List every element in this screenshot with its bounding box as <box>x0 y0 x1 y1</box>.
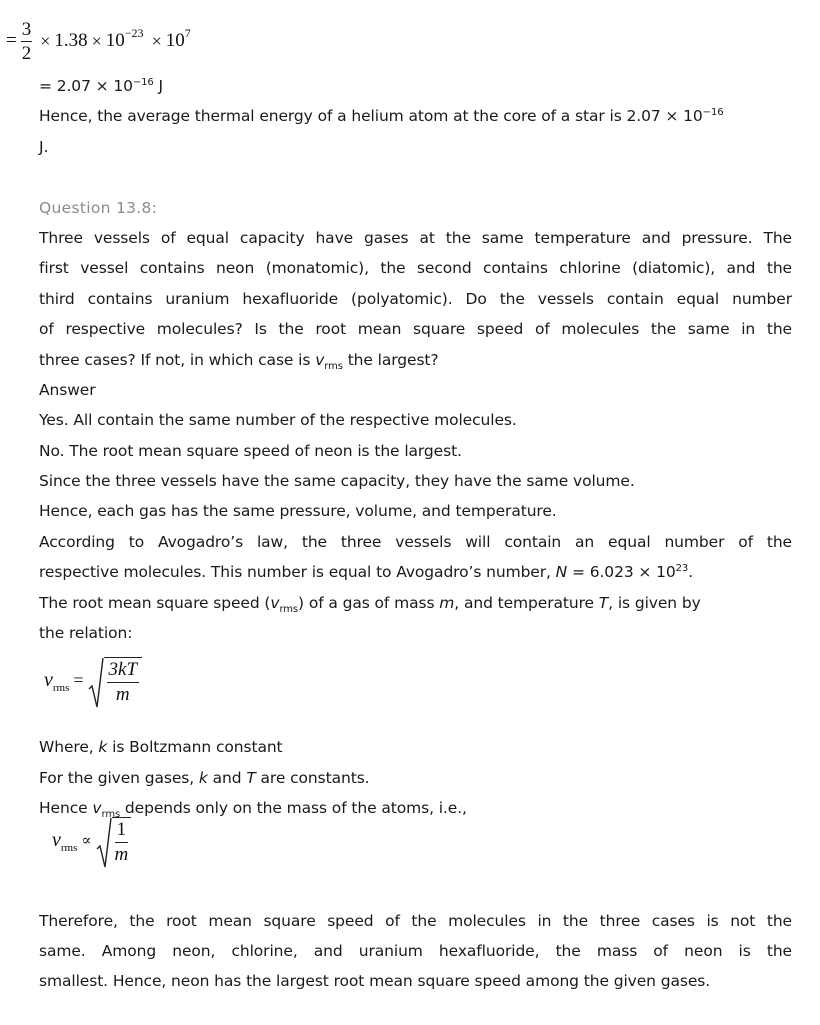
v-rms-symbol <box>52 829 78 855</box>
conclusion-exponent: −16 <box>702 107 724 119</box>
proportional-sign: ∝ <box>81 833 92 850</box>
times-sign: × <box>151 30 162 51</box>
numerator: 1 <box>115 820 129 843</box>
question-line: Three vessels of equal capacity have gases at the same temperature and pressure. The <box>39 228 792 247</box>
numerator: 3kT <box>107 660 140 683</box>
radicand <box>104 657 143 705</box>
var-k: k <box>98 738 108 757</box>
boltzmann-value: 1.38 <box>54 30 88 51</box>
rms-speed-equation <box>44 657 142 705</box>
var-T: T <box>246 768 256 787</box>
radical-sign-icon <box>88 657 104 705</box>
denominator: m <box>115 683 130 705</box>
times-sign: × <box>40 30 51 51</box>
exponent: 7 <box>184 26 191 40</box>
answer-line: Hence, each gas has the same pressure, volume, and temperature. <box>39 502 557 521</box>
fraction-three-halves <box>21 20 33 63</box>
rms-proportionality-equation <box>52 817 131 865</box>
equals-sign: = <box>6 30 17 51</box>
final-line: same. Among neon, chlorine, and uranium hexafluoride, the mass of neon is the <box>39 941 792 960</box>
text: The root mean square speed ( <box>39 593 271 612</box>
question-line: of respective molecules? Is the root mean square speed of molecules the same in the <box>39 320 792 339</box>
eq-rms-space <box>39 648 792 732</box>
text: . <box>688 563 694 582</box>
equals-sign: = <box>73 670 84 691</box>
var-v: v <box>92 799 102 818</box>
text: respective molecules. This number is equal to Avogadro’s number, <box>39 563 556 582</box>
v-rms-symbol <box>44 669 70 695</box>
text: , is given by <box>608 593 701 612</box>
final-line-last: smallest. Hence, neon has the largest root mean square speed among the given gases. <box>39 972 711 991</box>
text: is Boltzmann constant <box>107 738 283 757</box>
var-k: k <box>198 768 208 787</box>
var-v: v <box>52 829 61 852</box>
text: ) of a gas of mass <box>298 593 440 612</box>
text: Hence <box>39 799 93 818</box>
document-body <box>39 71 792 997</box>
spacer <box>39 162 792 192</box>
result-unit: J <box>153 77 164 95</box>
question-last-line <box>39 345 792 375</box>
text: , and temperature <box>454 593 599 612</box>
avogadro-line-1: According to Avogadro’s law, the three vessels will contain an equal number of the <box>39 532 792 551</box>
var-T: T <box>598 593 609 612</box>
fraction-numerator: 3 <box>21 18 32 40</box>
question-line: third contains uranium hexafluoride (polyatomic). Do the vessels contain equal number <box>39 289 792 308</box>
power-term <box>105 26 144 52</box>
subscript: rms <box>60 842 78 855</box>
text: the largest? <box>342 350 439 369</box>
var-N: N <box>555 563 568 582</box>
result-line <box>39 71 792 101</box>
exponent: −23 <box>124 26 144 40</box>
exponent: 23 <box>675 563 689 575</box>
depends-line <box>39 793 792 823</box>
subscript: rms <box>279 603 299 615</box>
rms-intro-line <box>39 588 792 618</box>
subscript: rms <box>324 360 343 372</box>
thermal-energy-equation <box>6 16 191 66</box>
answer-line: No. The root mean square speed of neon is the largest. <box>39 441 462 460</box>
question-line: first vessel contains neon (monatomic), the second contains chlorine (diatomic), and the <box>39 259 792 278</box>
fraction-denominator: 2 <box>21 42 32 64</box>
conclusion-line-1 <box>39 101 792 131</box>
times-sign: × <box>91 30 102 51</box>
var-v: v <box>44 669 53 692</box>
conclusion-line-2: J. <box>39 137 49 156</box>
text: Where, <box>39 738 99 757</box>
answer-line: Since the three vessels have the same capacity, they have the same volume. <box>39 472 635 491</box>
var-v: v <box>315 350 325 369</box>
where-line <box>39 732 792 762</box>
subscript: rms <box>101 809 121 821</box>
final-line: Therefore, the root mean square speed of the molecules in the three cases is not the <box>39 911 792 930</box>
rms-intro-left <box>39 588 701 618</box>
text: are constants. <box>255 768 370 787</box>
power-term <box>165 26 191 52</box>
text: three cases? If not, in which case is <box>39 350 316 369</box>
result-text: = 2.07 × 10 <box>39 77 133 95</box>
subscript: rms <box>52 682 70 695</box>
answer-label: Answer <box>39 380 96 399</box>
radical-sign-icon <box>96 817 112 865</box>
avogadro-line-2 <box>39 557 792 587</box>
square-root <box>88 657 143 705</box>
denominator: m <box>114 843 129 865</box>
radicand <box>112 817 132 865</box>
answer-line: Yes. All contain the same number of the respective molecules. <box>39 411 517 430</box>
var-m: m <box>439 593 455 612</box>
square-root <box>96 817 132 865</box>
conclusion-text: Hence, the average thermal energy of a helium atom at the core of a star is 2.07 × 10 <box>39 107 703 126</box>
result-exponent: −16 <box>132 77 154 88</box>
text: and <box>207 768 247 787</box>
base: 10 <box>165 30 185 51</box>
text: For the given gases, <box>39 768 199 787</box>
relation-line: the relation: <box>39 624 133 643</box>
eq-prop-space <box>39 824 792 906</box>
given-line <box>39 763 792 793</box>
var-v: v <box>270 593 280 612</box>
avogadro-value: = 6.023 × 10 <box>567 563 676 582</box>
text: depends only on the mass of the atoms, i.e., <box>120 799 467 818</box>
question-title: Question 13.8: <box>39 198 158 217</box>
base: 10 <box>105 30 125 51</box>
